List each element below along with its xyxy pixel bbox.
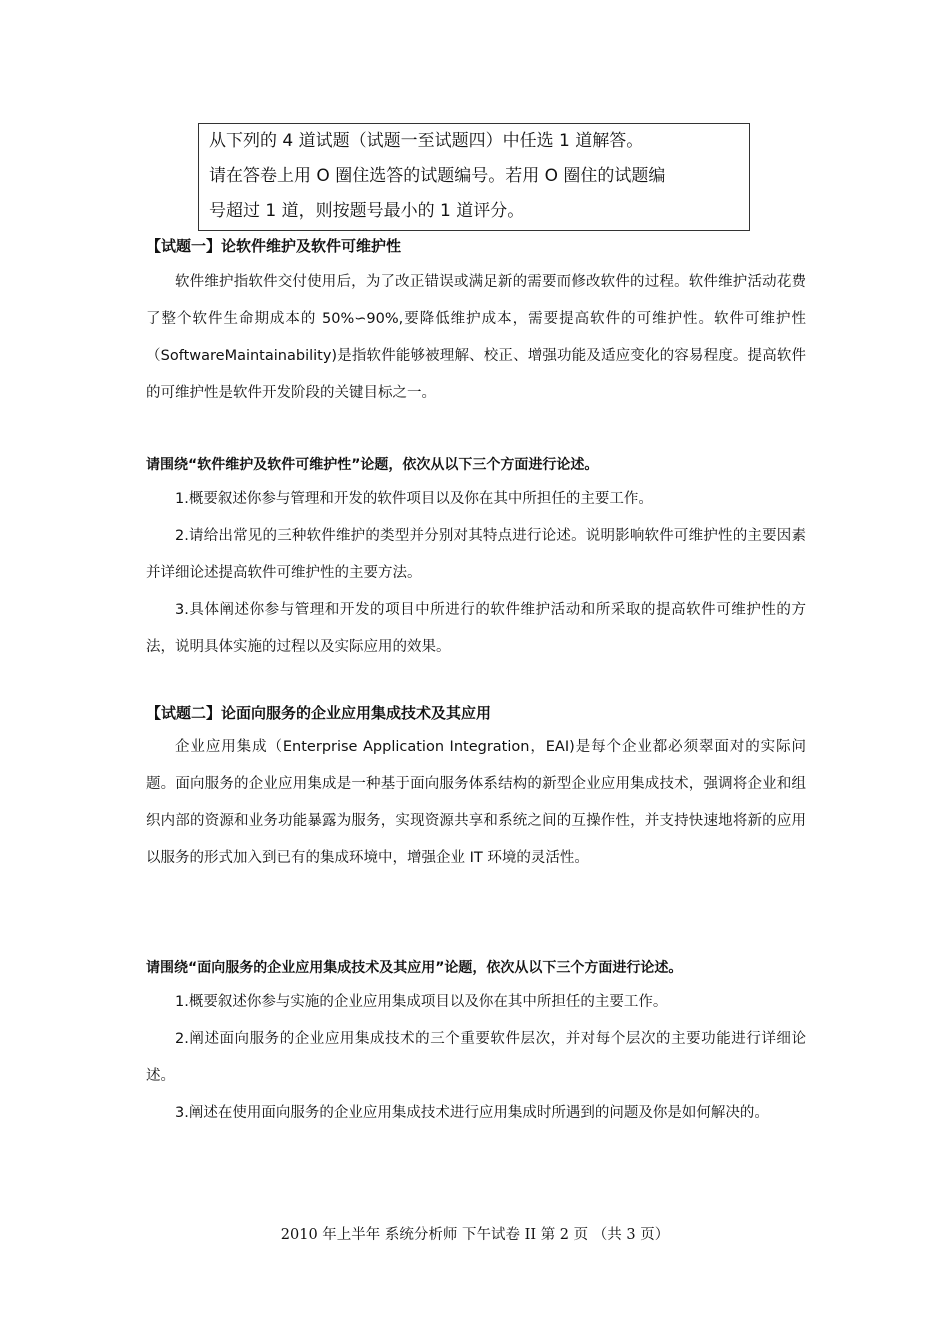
question-2-tasks bbox=[146, 954, 806, 1132]
question-1-requirement: 请围绕“软件维护及软件可维护性”论题，依次从以下三个方面进行论述。 bbox=[146, 457, 599, 473]
question-1-item: 2.请给出常见的三种软件维护的类型并分别对其特点进行论述。说明影响软件可维护性的主要因素并详细论述提高软件可维护性的主要方法。 bbox=[146, 528, 806, 581]
question-1-item: 3.具体阐述你参与管理和开发的项目中所进行的软件维护活动和所采取的提高软件可维护性的方法，说明具体实施的过程以及实际应用的效果。 bbox=[146, 602, 806, 655]
instructions-line: 从下列的 4 道试题（试题一至试题四）中任选 1 道解答。 bbox=[209, 131, 644, 151]
instructions-box bbox=[198, 123, 750, 231]
question-1-tasks bbox=[146, 451, 806, 666]
question-1 bbox=[146, 232, 806, 412]
question-2 bbox=[146, 699, 806, 877]
question-2-requirement: 请围绕“面向服务的企业应用集成技术及其应用”论题，依次从以下三个方面进行论述。 bbox=[146, 960, 683, 976]
question-2-title: 【试题二】论面向服务的企业应用集成技术及其应用 bbox=[146, 704, 492, 722]
question-1-title: 【试题一】论软件维护及软件可维护性 bbox=[146, 237, 402, 255]
question-1-intro: 软件维护指软件交付使用后，为了改正错误或满足新的需要而修改软件的过程。软件维护活动花费了整个软件生命期成本的 50%∽90%,要降低维护成本，需要提高软件的可维护性。软件可维护性（SoftwareMaintainability)是指软件能够被理解、校正、增强功能及适应变化的容易程度。提高软件的可维护性是软件开发阶段的关键目标之一。 bbox=[146, 274, 806, 401]
instructions-line: 请在答卷上用 O 圈住选答的试题编号。若用 O 圈住的试题编 bbox=[209, 166, 666, 186]
instructions-line: 号超过 1 道，则按题号最小的 1 道评分。 bbox=[209, 201, 525, 221]
question-1-item: 1.概要叙述你参与管理和开发的软件项目以及你在其中所担任的主要工作。 bbox=[175, 491, 653, 507]
question-2-item: 3.阐述在使用面向服务的企业应用集成技术进行应用集成时所遇到的问题及你是如何解决的。 bbox=[175, 1105, 769, 1121]
page-footer: 2010 年上半年 系统分析师 下午试卷 II 第 2 页 （共 3 页） bbox=[280, 1227, 670, 1243]
question-2-item: 2.阐述面向服务的企业应用集成技术的三个重要软件层次，并对每个层次的主要功能进行详细论述。 bbox=[146, 1031, 806, 1084]
question-2-item: 1.概要叙述你参与实施的企业应用集成项目以及你在其中所担任的主要工作。 bbox=[175, 994, 668, 1010]
question-2-intro: 企业应用集成（Enterprise Application Integration，EAI)是每个企业都必须翠面对的实际问题。面向服务的企业应用集成是一种基于面向服务体系结构的新型企业应用集成技术，强调将企业和组织内部的资源和业务功能暴露为服务，实现资源共享和系统之间的互操作性，并支持快速地将新的应用以服务的形式加入到已有的集成环境中，增强企业 IT 环境的灵活性。 bbox=[146, 739, 806, 866]
